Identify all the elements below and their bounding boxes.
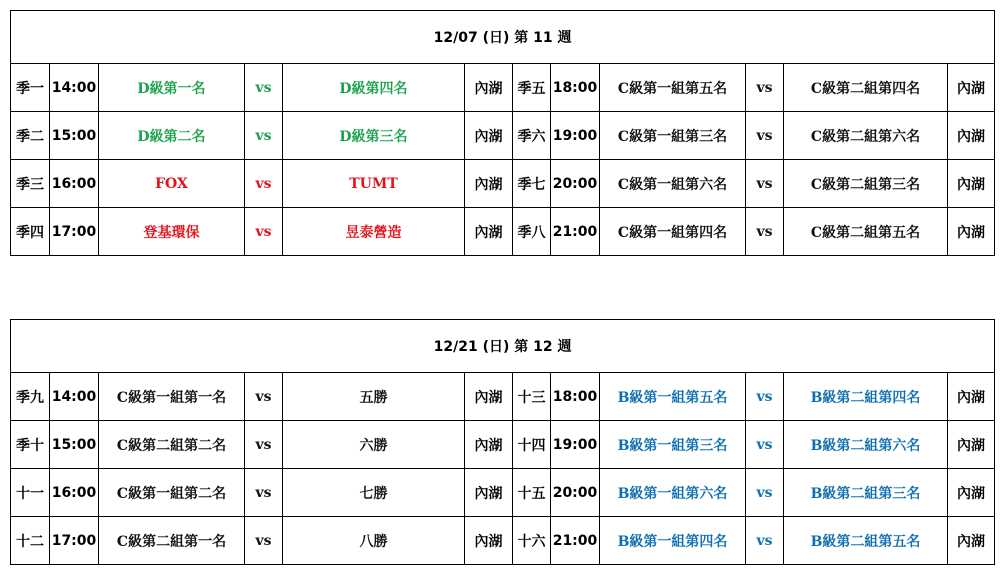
away-team: B級第二組第三名 [784,469,948,517]
vs-label: vs [746,64,784,112]
home-team: D級第一名 [99,64,245,112]
game-time: 16:00 [50,469,99,517]
game-time: 20:00 [551,469,600,517]
game-id: 季六 [513,112,551,160]
vs-label: vs [245,112,283,160]
game-time: 14:00 [50,373,99,421]
home-team: C級第一組第五名 [600,64,746,112]
game-id: 季二 [11,112,50,160]
home-team: C級第一組第二名 [99,469,245,517]
vs-label: vs [245,469,283,517]
game-time: 15:00 [50,421,99,469]
venue: 內湖 [465,517,513,565]
game-id: 季三 [11,160,50,208]
home-team: C級第一組第一名 [99,373,245,421]
away-team: 八勝 [283,517,465,565]
home-team: B級第一組第六名 [600,469,746,517]
game-time: 19:00 [551,421,600,469]
game-time: 21:00 [551,517,600,565]
table-row [11,469,995,517]
away-team: C級第二組第四名 [784,64,948,112]
home-team: 登基環保 [99,208,245,256]
table-row [11,208,995,256]
away-team: B級第二組第六名 [784,421,948,469]
vs-label: vs [245,160,283,208]
game-time: 19:00 [551,112,600,160]
table-row [11,64,995,112]
away-team: B級第二組第五名 [784,517,948,565]
game-id: 季四 [11,208,50,256]
vs-label: vs [746,469,784,517]
week-12-table [10,319,995,565]
away-team: 五勝 [283,373,465,421]
game-time: 14:00 [50,64,99,112]
home-team: FOX [99,160,245,208]
week-title: 12/21 (日) 第 12 週 [11,320,995,373]
home-team: B級第一組第三名 [600,421,746,469]
home-team: C級第一組第三名 [600,112,746,160]
venue: 內湖 [465,421,513,469]
venue: 內湖 [948,112,995,160]
venue: 內湖 [948,373,995,421]
vs-label: vs [746,112,784,160]
game-id: 十二 [11,517,50,565]
venue: 內湖 [948,421,995,469]
game-id: 季七 [513,160,551,208]
week-title: 12/07 (日) 第 11 週 [11,11,995,64]
game-time: 18:00 [551,373,600,421]
home-team: B級第一組第四名 [600,517,746,565]
game-time: 15:00 [50,112,99,160]
game-time: 17:00 [50,208,99,256]
venue: 內湖 [465,112,513,160]
away-team: D級第四名 [283,64,465,112]
away-team: D級第三名 [283,112,465,160]
away-team: B級第二組第四名 [784,373,948,421]
game-id: 季五 [513,64,551,112]
table-row [11,112,995,160]
game-id: 季九 [11,373,50,421]
game-time: 21:00 [551,208,600,256]
away-team: TUMT [283,160,465,208]
away-team: C級第二組第五名 [784,208,948,256]
venue: 內湖 [948,517,995,565]
home-team: C級第二組第二名 [99,421,245,469]
venue: 內湖 [465,64,513,112]
game-time: 17:00 [50,517,99,565]
game-id: 季十 [11,421,50,469]
away-team: 昱泰營造 [283,208,465,256]
game-time: 20:00 [551,160,600,208]
vs-label: vs [746,208,784,256]
vs-label: vs [245,421,283,469]
game-time: 16:00 [50,160,99,208]
vs-label: vs [245,208,283,256]
home-team: C級第二組第一名 [99,517,245,565]
home-team: C級第一組第四名 [600,208,746,256]
venue: 內湖 [465,160,513,208]
vs-label: vs [746,160,784,208]
home-team: D級第二名 [99,112,245,160]
vs-label: vs [746,421,784,469]
vs-label: vs [746,373,784,421]
away-team: C級第二組第三名 [784,160,948,208]
game-id: 季八 [513,208,551,256]
vs-label: vs [746,517,784,565]
vs-label: vs [245,64,283,112]
table-row [11,421,995,469]
venue: 內湖 [465,373,513,421]
venue: 內湖 [465,469,513,517]
game-id: 十五 [513,469,551,517]
venue: 內湖 [465,208,513,256]
home-team: B級第一組第五名 [600,373,746,421]
venue: 內湖 [948,469,995,517]
game-id: 十三 [513,373,551,421]
venue: 內湖 [948,208,995,256]
game-id: 十六 [513,517,551,565]
week-11-table [10,10,995,256]
away-team: C級第二組第六名 [784,112,948,160]
table-row [11,373,995,421]
vs-label: vs [245,373,283,421]
game-id: 十四 [513,421,551,469]
game-id: 十一 [11,469,50,517]
table-row [11,517,995,565]
game-time: 18:00 [551,64,600,112]
venue: 內湖 [948,160,995,208]
venue: 內湖 [948,64,995,112]
away-team: 七勝 [283,469,465,517]
away-team: 六勝 [283,421,465,469]
vs-label: vs [245,517,283,565]
table-row [11,160,995,208]
home-team: C級第一組第六名 [600,160,746,208]
game-id: 季一 [11,64,50,112]
